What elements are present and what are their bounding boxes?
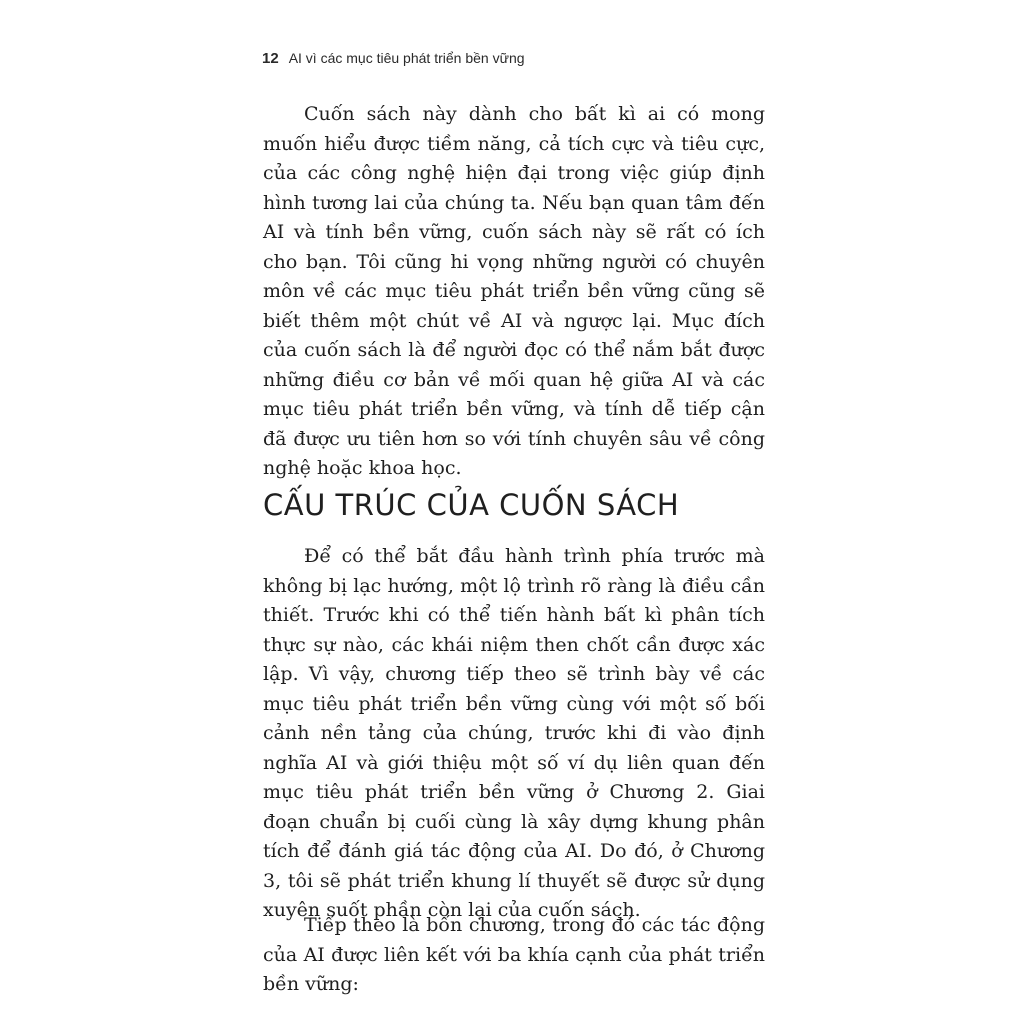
paragraph-intro: Cuốn sách này dành cho bất kì ai có mong muốn hiểu được tiềm năng, cả tích cực và tiêu cực, của các công nghệ hiện đại trong việc giúp định hình tương lai của chúng ta. Nếu bạn quan tâm đến AI và tính bền vững, cuốn sách này sẽ rất có ích cho bạn. Tôi cũng hi vọng những người có chuyên môn về các mục tiêu phát triển bền vững cũng sẽ biết thêm một chút về AI và ngược lại. Mục đích của cuốn sách là để người đọc có thể nắm bắt được những điều cơ bản về mối quan hệ giữa AI và các mục tiêu phát triển bền vững, và tính dễ tiếp cận đã được ưu tiên hơn so với tính chuyên sâu về công nghệ hoặc khoa học.: [263, 103, 765, 479]
running-head: [262, 50, 525, 67]
paragraph-continuation: Tiếp theo là bốn chương, trong đó các tác động của AI được liên kết với ba khía cạnh của phát triển bền vững:: [263, 914, 765, 995]
paragraph-structure: Để có thể bắt đầu hành trình phía trước mà không bị lạc hướng, một lộ trình rõ ràng là điều cần thiết. Trước khi có thể tiến hành bất kì phân tích thực sự nào, các khái niệm then chốt cần được xác lập. Vì vậy, chương tiếp theo sẽ trình bày về các mục tiêu phát triển bền vững cùng với một số bối cảnh nền tảng của chúng, trước khi đi vào định nghĩa AI và giới thiệu một số ví dụ liên quan đến mục tiêu phát triển bền vững ở Chương 2. Giai đoạn chuẩn bị cuối cùng là xây dựng khung phân tích để đánh giá tác động của AI. Do đó, ở Chương 3, tôi sẽ phát triển khung lí thuyết sẽ được sử dụng xuyên suốt phần còn lại của cuốn sách.: [263, 545, 765, 921]
continuation-text-block: [263, 911, 765, 1000]
page-number: 12: [262, 50, 279, 67]
section-heading: CẤU TRÚC CỦA CUỐN SÁCH: [263, 488, 680, 522]
structure-text-block: [263, 542, 765, 926]
intro-text-block: [263, 100, 765, 484]
running-title: AI vì các mục tiêu phát triển bền vững: [288, 50, 525, 66]
